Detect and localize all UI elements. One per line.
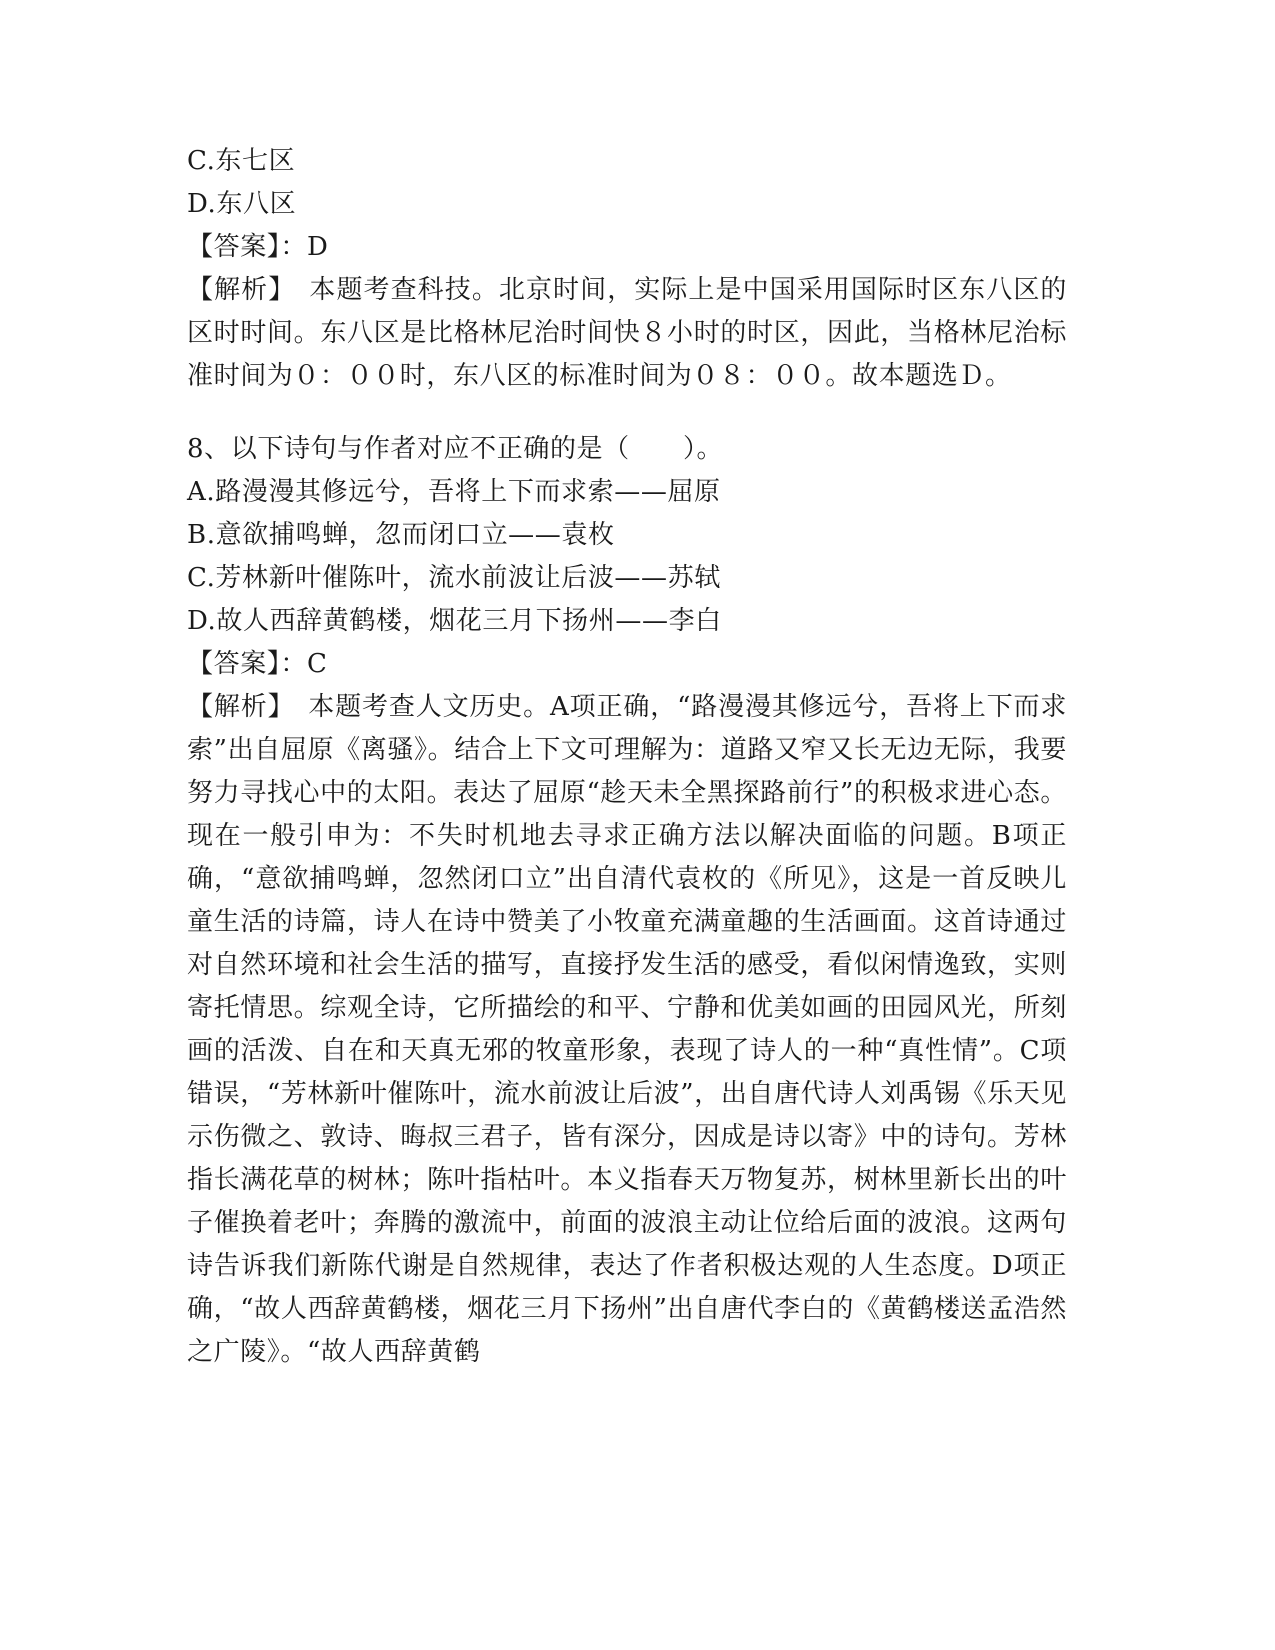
- option-c: C.芳林新叶催陈叶，流水前波让后波——苏轼: [187, 563, 721, 593]
- answer: 【答案】：C: [187, 649, 328, 679]
- question-spacer: [187, 398, 1067, 428]
- option-a: A.路漫漫其修远兮，吾将上下而求索——屈原: [187, 477, 721, 507]
- analysis: 【解析】 本题考查科技。北京时间，实际上是中国采用国际时区东八区的区时时间。东八区是比格林尼治时间快８小时的时区，因此，当格林尼治标准时间为０：００时，东八区的标准时间为０８：００。故本题选Ｄ。: [187, 275, 1067, 391]
- analysis: 【解析】 本题考查人文历史。A项正确，“路漫漫其修远兮，吾将上下而求索”出自屈原《离骚》。结合上下文可理解为：道路又窄又长无边无际，我要努力寻找心中的太阳。表达了屈原“趁天未全黑探路前行”的积极求进心态。现在一般引申为：不失时机地去寻求正确方法以解决面临的问题。B项正确，“意欲捕鸣蝉，忽然闭口立”出自清代袁枚的《所见》，这是一首反映儿童生活的诗篇，诗人在诗中赞美了小牧童充满童趣的生活画面。这首诗通过对自然环境和社会生活的描写，直接抒发生活的感受，看似闲情逸致，实则寄托情思。综观全诗，它所描绘的和平、宁静和优美如画的田园风光，所刻画的活泼、自在和天真无邪的牧童形象，表现了诗人的一种“真性情”。C项错误，“芳林新叶催陈叶，流水前波让后波”，出自唐代诗人刘禹锡《乐天见示伤微之、敦诗、晦叔三君子，皆有深分，因成是诗以寄》中的诗句。芳林指长满花草的树林；陈叶指枯叶。本义指春天万物复苏，树林里新长出的叶子催换着老叶；奔腾的激流中，前面的波浪主动让位给后面的波浪。这两句诗告诉我们新陈代谢是自然规律，表达了作者积极达观的人生态度。D项正确，“故人西辞黄鹤楼，烟花三月下扬州”出自唐代李白的《黄鹤楼送孟浩然之广陵》。“故人西辞黄鹤: [187, 692, 1067, 1367]
- answer: 【答案】：D: [187, 232, 329, 262]
- option-b: B.意欲捕鸣蝉，忽而闭口立——袁枚: [187, 520, 615, 550]
- question-stem: 8、以下诗句与作者对应不正确的是（ ）。: [187, 434, 724, 464]
- option-d: D.东八区: [187, 189, 297, 219]
- option-d: D.故人西辞黄鹤楼，烟花三月下扬州——李白: [187, 606, 722, 636]
- option-c: C.东七区: [187, 146, 296, 176]
- document-page: [187, 140, 1067, 1374]
